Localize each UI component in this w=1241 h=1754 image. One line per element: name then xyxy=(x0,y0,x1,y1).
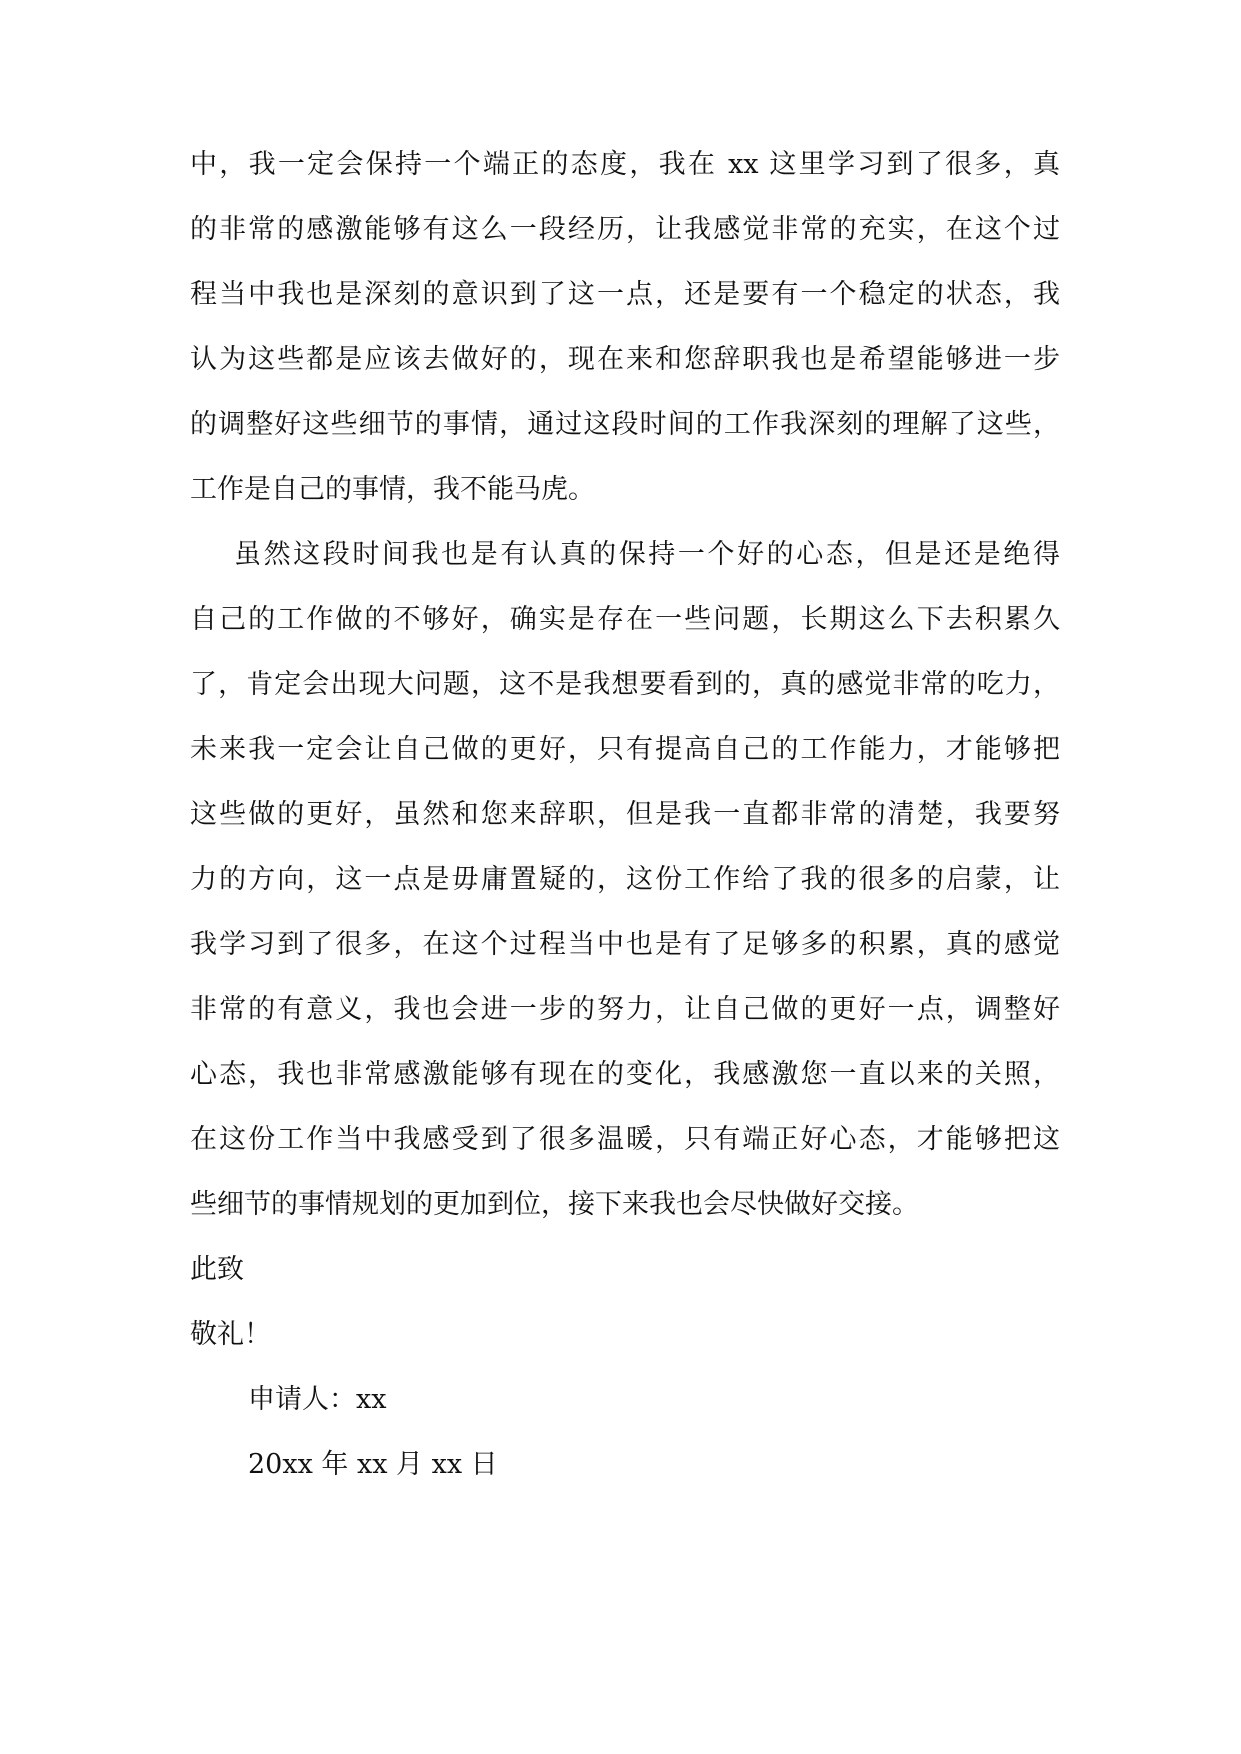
text-line: 的非常的感激能够有这么一段经历，让我感觉非常的充实，在这个过 xyxy=(190,214,1060,245)
text-line: 虽然这段时间我也是有认真的保持一个好的心态，但是还是绝得 xyxy=(234,539,1060,570)
text-line: 心态，我也非常感激能够有现在的变化，我感激您一直以来的关照， xyxy=(190,1059,1060,1090)
text-line: 未来我一定会让自己做的更好，只有提高自己的工作能力，才能够把 xyxy=(190,734,1060,765)
text-line: 些细节的事情规划的更加到位，接下来我也会尽快做好交接。 xyxy=(190,1189,919,1220)
applicant-signature: 申请人：xx xyxy=(248,1384,387,1415)
text-line: 在这份工作当中我感受到了很多温暖，只有端正好心态，才能够把这 xyxy=(190,1124,1060,1155)
letter-date: 20xx 年 xx 月 xx 日 xyxy=(248,1449,498,1480)
paragraph-2 xyxy=(190,522,1060,1237)
text-line: 了，肯定会出现大问题，这不是我想要看到的，真的感觉非常的吃力， xyxy=(190,669,1060,700)
text-line: 认为这些都是应该去做好的，现在来和您辞职我也是希望能够进一步 xyxy=(190,344,1060,375)
paragraph-1 xyxy=(190,132,1060,522)
text-line: 中，我一定会保持一个端正的态度，我在 xx 这里学习到了很多，真 xyxy=(190,149,1060,180)
text-line: 的调整好这些细节的事情，通过这段时间的工作我深刻的理解了这些， xyxy=(190,409,1060,440)
text-line: 工作是自己的事情，我不能马虎。 xyxy=(190,474,595,505)
text-line: 非常的有意义，我也会进一步的努力，让自己做的更好一点，调整好 xyxy=(190,994,1060,1025)
text-line: 力的方向，这一点是毋庸置疑的，这份工作给了我的很多的启蒙，让 xyxy=(190,864,1060,895)
text-line: 这些做的更好，虽然和您来辞职，但是我一直都非常的清楚，我要努 xyxy=(190,799,1060,830)
closing-salutation: 此致 xyxy=(190,1254,244,1285)
text-line: 自己的工作做的不够好，确实是存在一些问题，长期这么下去积累久 xyxy=(190,604,1060,635)
text-line: 我学习到了很多，在这个过程当中也是有了足够多的积累，真的感觉 xyxy=(190,929,1060,960)
text-line: 程当中我也是深刻的意识到了这一点，还是要有一个稳定的状态，我 xyxy=(190,279,1060,310)
closing-regards: 敬礼！ xyxy=(190,1319,271,1350)
